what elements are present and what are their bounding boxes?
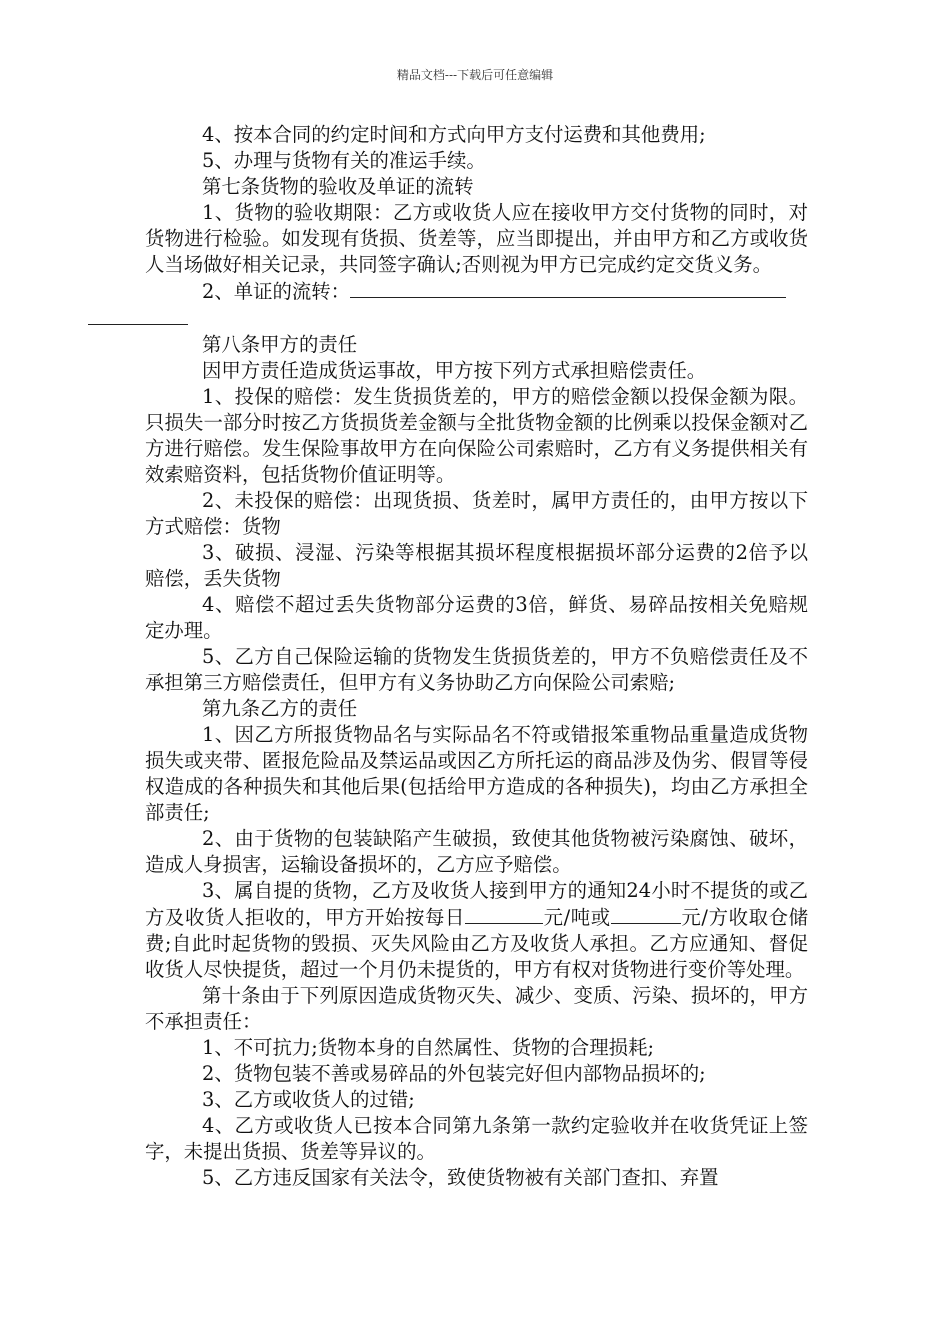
section-heading: 第十条由于下列原因造成货物灭失、减少、变质、污染、损坏的，甲方不承担责任： — [145, 984, 808, 1033]
paragraph-text: 元/吨或 — [543, 906, 611, 929]
paragraph: 2、货物包装不善或易碎品的外包装完好但内部物品损坏的; — [202, 1062, 706, 1085]
paragraph: 5、乙方违反国家有关法令，致使货物被有关部门查扣、弃置 — [202, 1166, 719, 1189]
section-heading: 第九条乙方的责任 — [202, 697, 358, 720]
paragraph: 因甲方责任造成货运事故，甲方按下列方式承担赔偿责任。 — [202, 359, 707, 382]
paragraph: 4、乙方或收货人已按本合同第九条第一款约定验收并在收货凭证上签字，未提出货损、货差等异议的。 — [145, 1114, 808, 1163]
paragraph-text: 2、单证的流转： — [202, 280, 351, 303]
fill-in-blank — [465, 904, 543, 924]
section-heading: 第八条甲方的责任 — [202, 333, 358, 356]
paragraph-text: 元/方收取仓储费;自此时起货物的毁损、灭失风险由乙方及收货人承担。乙方应通知、督促收货人尽快提货，超过一个月仍未提货的，甲方有权对货物进行变价等处理。 — [145, 906, 808, 981]
document-body — [145, 122, 808, 1191]
paragraph: 1、因乙方所报货物品名与实际品名不符或错报笨重物品重量造成货物损失或夹带、匿报危险品及禁运品或因乙方所托运的商品涉及伪劣、假冒等侵权造成的各种损失和其他后果(包括给甲方造成的各种损失)，均由乙方承担全部责任; — [145, 723, 808, 824]
paragraph: 3、破损、浸湿、污染等根据其损坏程度根据损坏部分运费的2倍予以赔偿，丢失货物 — [145, 541, 808, 590]
paragraph-document-transfer — [145, 278, 808, 332]
paragraph: 5、乙方自己保险运输的货物发生货损货差的，甲方不负赔偿责任及不承担第三方赔偿责任，但甲方有义务协助乙方向保险公司索赔; — [145, 645, 808, 694]
paragraph: 4、赔偿不超过丢失货物部分运费的3倍，鲜货、易碎品按相关免赔规定办理。 — [145, 593, 808, 642]
paragraph: 1、货物的验收期限：乙方或收货人应在接收甲方交付货物的同时，对货物进行检验。如发现有货损、货差等，应当即提出，并由甲方和乙方或收货人当场做好相关记录，共同签字确认;否则视为甲方已完成约定交货义务。 — [145, 201, 808, 276]
paragraph-storage-fee — [145, 878, 808, 983]
page-header: 精品文档---下载后可任意编辑 — [396, 68, 554, 82]
fill-in-blank — [611, 904, 681, 924]
fill-in-blank — [88, 305, 188, 325]
paragraph-text: 3、属自提的货物，乙方及收货人接到甲方的通知24小时不提货的或乙方及收货人拒收的，甲方开始按每日 — [145, 879, 808, 929]
paragraph: 2、由于货物的包装缺陷产生破损，致使其他货物被污染腐蚀、破坏，造成人身损害，运输设备损坏的，乙方应予赔偿。 — [145, 827, 808, 876]
paragraph: 1、不可抗力;货物本身的自然属性、货物的合理损耗; — [202, 1036, 654, 1059]
paragraph: 1、投保的赔偿：发生货损货差的，甲方的赔偿金额以投保金额为限。只损失一部分时按乙方货损货差金额与全批货物金额的比例乘以投保金额对乙方进行赔偿。发生保险事故甲方在向保险公司索赔时，乙方有义务提供相关有效索赔资料，包括货物价值证明等。 — [145, 385, 808, 486]
paragraph: 3、乙方或收货人的过错; — [202, 1088, 415, 1111]
fill-in-blank — [350, 278, 786, 298]
paragraph: 5、办理与货物有关的准运手续。 — [202, 149, 486, 172]
paragraph: 4、按本合同的约定时间和方式向甲方支付运费和其他费用; — [202, 123, 706, 146]
paragraph: 2、未投保的赔偿：出现货损、货差时，属甲方责任的，由甲方按以下方式赔偿：货物 — [145, 489, 808, 538]
section-heading: 第七条货物的验收及单证的流转 — [202, 175, 474, 198]
